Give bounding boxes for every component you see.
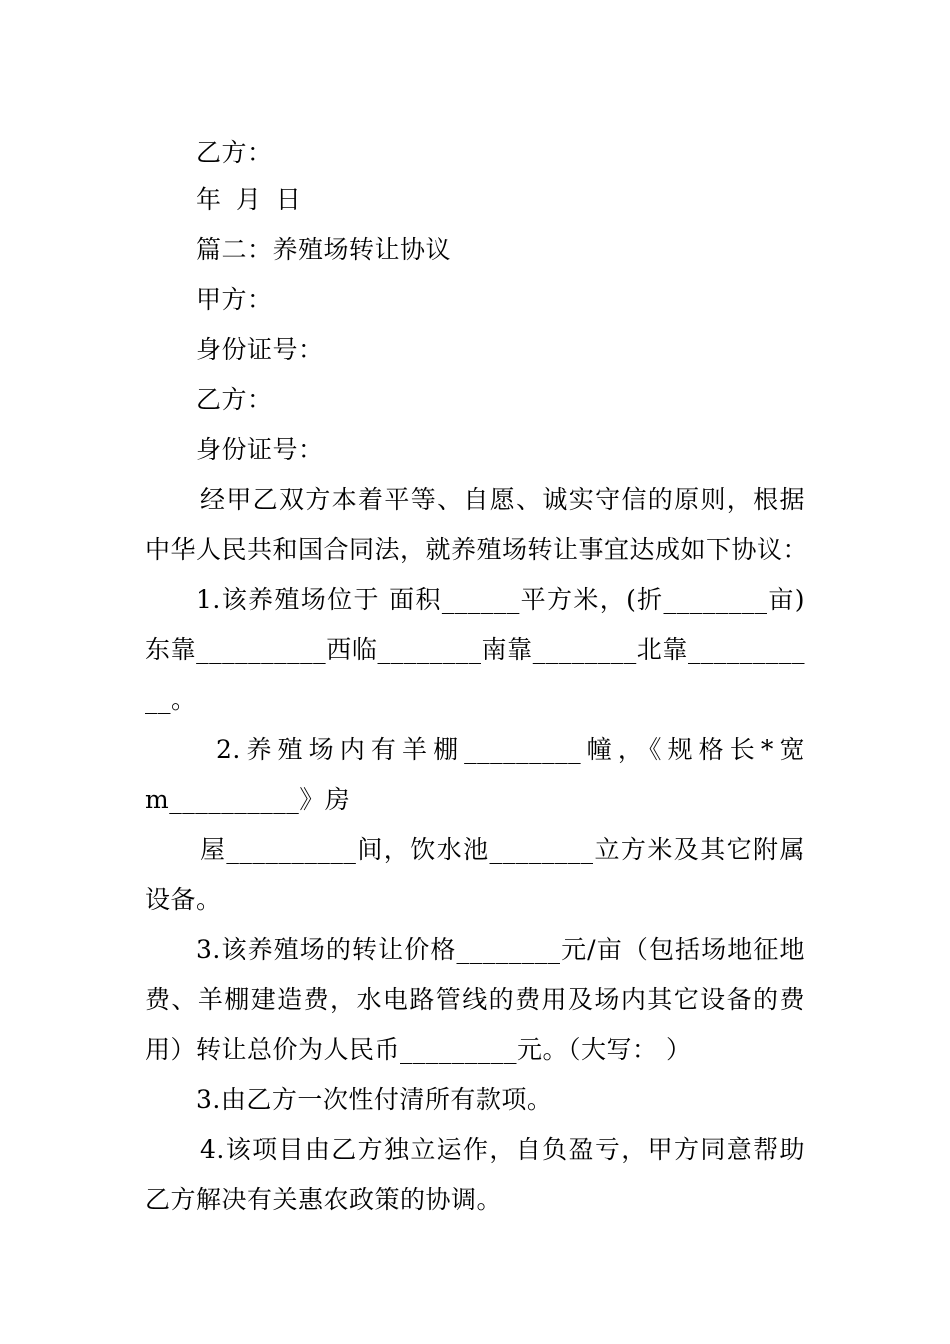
clause-1-line-3: __。 [145,685,197,714]
clause-4-line-1: 4.该项目由乙方独立运作，自负盈亏，甲方同意帮助 [200,1135,805,1164]
clause-2-line-1: 2.养殖场内有羊棚_________幢，《规格长*宽 [216,735,805,764]
clause-1-line-2: 东靠__________西临________南靠________北靠_________ [145,635,805,664]
intro-paragraph-line-2: 中华人民共和国合同法，就养殖场转让事宜达成如下协议： [145,535,809,564]
party-b-label: 乙方： [196,138,273,167]
clause-4-line-2: 乙方解决有关惠农政策的协调。 [145,1185,503,1214]
section-title: 篇二：养殖场转让协议 [196,235,452,264]
clause-3-line-3: 用）转让总价为人民币_________元。（大写： ） [145,1035,692,1064]
clause-2-line-4: 设备。 [145,885,222,914]
party-b-label-2: 乙方： [196,385,273,414]
date-line: 年 月 日 [196,185,302,214]
party-a-id-label: 身份证号： [196,335,324,364]
intro-paragraph-line-1: 经甲乙双方本着平等、自愿、诚实守信的原则，根据 [200,485,805,514]
clause-3b-line-1: 3.由乙方一次性付清所有款项。 [196,1085,553,1114]
clause-2-line-2: m__________》房 [145,785,351,814]
clause-2-line-3: 屋__________间，饮水池________立方米及其它附属 [200,835,805,864]
clause-1-line-1: 1.该养殖场位于 面积______平方米，(折________亩) [196,585,805,614]
clause-3-line-2: 费、羊棚建造费，水电路管线的费用及场内其它设备的费 [145,985,805,1014]
clause-3-line-1: 3.该养殖场的转让价格________元/亩（包括场地征地 [196,935,805,964]
party-a-label: 甲方： [196,285,273,314]
party-b-id-label: 身份证号： [196,435,324,464]
